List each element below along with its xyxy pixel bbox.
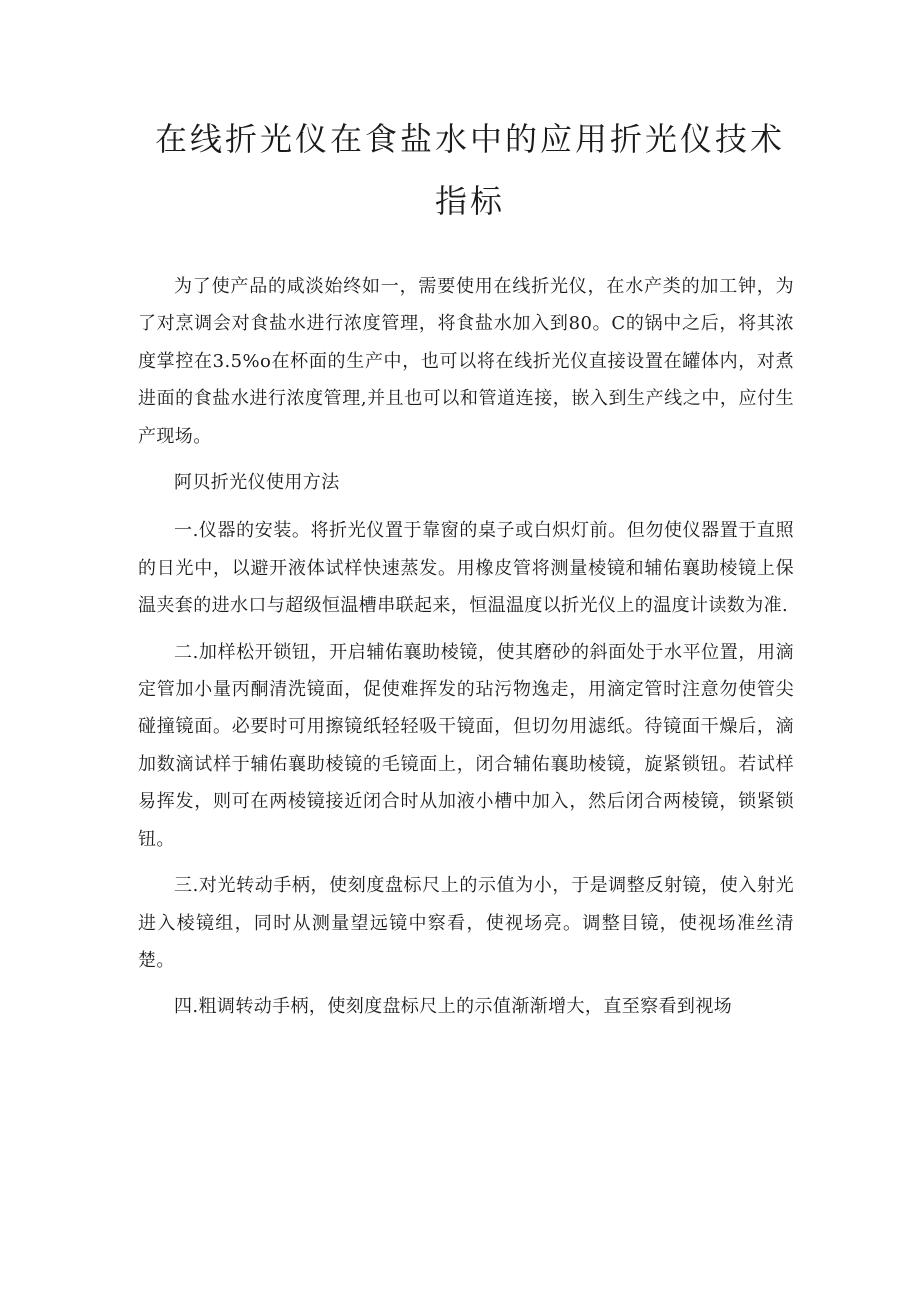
paragraph-step-install: 一.仪器的安装。将折光仪置于靠窗的桌子或白炽灯前。但勿使仪器置于直照的日光中，以避开液体试样快速蒸发。用橡皮管将测量棱镜和辅佑襄助棱镜上保温夹套的进水口与超级恒温槽串联起来，恒温温度以折光仪上的温度计读数为准.: [138, 520, 794, 617]
paragraph-step-sample: 二.加样松开锁钮，开启辅佑襄助棱镜，使其磨砂的斜面处于水平位置，用滴定管加小量丙酮清洗镜面，促使难挥发的玷污物逸走，用滴定管时注意勿使管尖碰撞镜面。必要时可用擦镜纸轻轻吸干镜面，但切勿用滤纸。待镜面干燥后，滴加数滴试样于辅佑襄助棱镜的毛镜面上，闭合辅佑襄助棱镜，旋紧锁钮。若试样易挥发，则可在两棱镜接近闭合时从加液小槽中加入，然后闭合两棱镜，锁紧锁钮。: [138, 641, 794, 850]
paragraph-step-light: 三.对光转动手柄，使刻度盘标尺上的示值为小，于是调整反射镜，使入射光进入棱镜组，同时从测量望远镜中察看，使视场亮。调整目镜，使视场准丝清楚。: [138, 875, 794, 971]
document-body: [138, 268, 794, 1035]
document-title: 在线折光仪在食盐水中的应用折光仪技术指标: [154, 120, 785, 220]
paragraph-step-coarse: 四.粗调转动手柄，使刻度盘标尺上的示值渐渐增大，直至察看到视场: [174, 996, 733, 1018]
paragraph-intro: 为了使产品的咸淡始终如一，需要使用在线折光仪，在水产类的加工钟，为了对烹调会对食盐水进行浓度管理，将食盐水加入到80。C的锅中之后，将其浓度掌控在3.5%o在杯面的生产中，也可以将在线折光仪直接设置在罐体内，对煮进面的食盐水进行浓度管理,并且也可以和管道连接，嵌入到生产线之中，应付生产现场。: [138, 276, 794, 447]
section-heading-usage: 阿贝折光仪使用方法: [174, 472, 340, 494]
